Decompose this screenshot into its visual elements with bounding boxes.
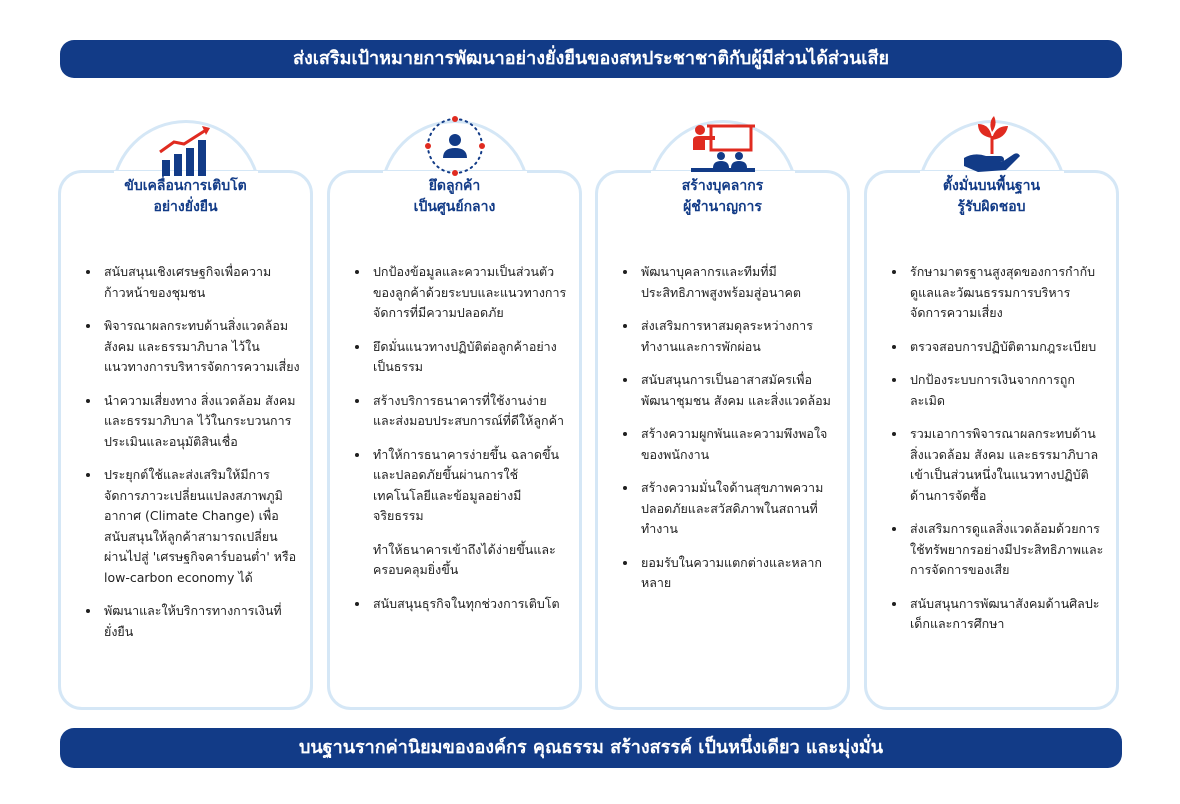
pillar-list xyxy=(84,262,300,655)
list-item: สร้างความมั่นใจด้านสุขภาพความปลอดภัยและสวัสดิภาพในสถานที่ทำงาน xyxy=(621,478,837,540)
list-item: รักษามาตรฐานสูงสุดของการกำกับดูแลและวัฒนธรรมการบริหารจัดการความเสี่ยง xyxy=(890,262,1106,324)
pillar-title: สร้างบุคลากร ผู้ชำนาญการ xyxy=(681,178,764,215)
list-item: นำความเสี่ยงทาง สิ่งแวดล้อม สังคม และธรรมาภิบาล ไว้ในกระบวนการประเมินและอนุมัติสินเชื่อ xyxy=(84,391,300,453)
list-item: พัฒนาบุคลากรและทีมที่มีประสิทธิภาพสูงพร้อมสู่อนาคต xyxy=(621,262,837,303)
list-item: ยอมรับในความแตกต่างและหลากหลาย xyxy=(621,553,837,594)
pillar-responsibility xyxy=(864,120,1119,710)
footer-text: บนฐานรากค่านิยมขององค์กร คุณธรรม สร้างสรรค์ เป็นหนึ่งเดียว และมุ่งมั่น xyxy=(298,737,884,758)
list-item: ยึดมั่นแนวทางปฏิบัติต่อลูกค้าอย่างเป็นธรรม xyxy=(353,337,569,378)
pillar-list xyxy=(621,262,837,607)
list-item: สนับสนุนการเป็นอาสาสมัครเพื่อพัฒนาชุมชน สังคม และสิ่งแวดล้อม xyxy=(621,370,837,411)
list-item: ตรวจสอบการปฏิบัติตามกฎระเบียบ xyxy=(890,337,1106,358)
header-banner xyxy=(60,40,1122,78)
growth-chart-icon xyxy=(150,124,222,184)
pillar-list xyxy=(890,262,1106,648)
list-item: พัฒนาและให้บริการทางการเงินที่ยั่งยืน xyxy=(84,601,300,642)
pillar-people xyxy=(595,120,850,710)
list-item: ปกป้องข้อมูลและความเป็นส่วนตัวของลูกค้าด้วยระบบและแนวทางการจัดการที่มีความปลอดภัย xyxy=(353,262,569,324)
pillar-title: ขับเคลื่อนการเติบโต อย่างยั่งยืน xyxy=(124,178,247,215)
pillar-growth xyxy=(58,120,313,710)
list-item: สร้างบริการธนาคารที่ใช้งานง่ายและส่งมอบประสบการณ์ที่ดีให้ลูกค้า xyxy=(353,391,569,432)
list-item: สร้างความผูกพันและความพึงพอใจของพนักงาน xyxy=(621,424,837,465)
pillar-list xyxy=(353,262,569,627)
list-item: ส่งเสริมการหาสมดุลระหว่างการทำงานและการพักผ่อน xyxy=(621,316,837,357)
list-item: สนับสนุนเชิงเศรษฐกิจเพื่อความก้าวหน้าของชุมชน xyxy=(84,262,300,303)
list-item: ปกป้องระบบการเงินจากการถูกละเมิด xyxy=(890,370,1106,411)
footer-banner xyxy=(60,728,1122,768)
list-item: สนับสนุนธุรกิจในทุกช่วงการเติบโต xyxy=(353,594,569,615)
pillar-title: ตั้งมั่นบนพื้นฐาน รู้รับผิดชอบ xyxy=(942,178,1041,215)
list-item: ทำให้ธนาคารเข้าถึงได้ง่ายขึ้นและครอบคลุมยิ่งขึ้น xyxy=(373,541,556,577)
training-presentation-icon xyxy=(687,116,759,176)
list-item: ประยุกต์ใช้และส่งเสริมให้มีการจัดการภาวะเปลี่ยนแปลงสภาพภูมิอากาศ (Climate Change) เพื่อสนับสนุนให้ลูกค้าสามารถเปลี่ยนผ่านไปสู่ 'เศรษฐกิจคาร์บอนต่ำ' หรือ low-carbon economy ได้ xyxy=(84,465,300,588)
list-item: ทำให้การธนาคารง่ายขึ้น ฉลาดขึ้น และปลอดภัยขึ้นผ่านการใช้เทคโนโลยีและข้อมูลอย่างมีจริยธรรม xyxy=(353,445,569,527)
customer-centric-icon xyxy=(419,110,491,170)
header-title: ส่งเสริมเป้าหมายการพัฒนาอย่างยั่งยืนของสหประชาชาติกับผู้มีส่วนได้ส่วนเสีย xyxy=(293,48,889,69)
list-item: รวมเอาการพิจารณาผลกระทบด้านสิ่งแวดล้อม สังคม และธรรมาภิบาลเข้าเป็นส่วนหนึ่งในแนวทางปฏิบัติด้านการจัดซื้อ xyxy=(890,424,1106,506)
pillar-customer xyxy=(327,120,582,710)
pillar-title: ยึดลูกค้า เป็นศูนย์กลาง xyxy=(413,178,496,215)
hand-plant-icon xyxy=(956,114,1028,174)
list-item: พิจารณาผลกระทบด้านสิ่งแวดล้อม สังคม และธรรมาภิบาล ไว้ในแนวทางการบริหารจัดการความเสี่ยง xyxy=(84,316,300,378)
list-item: สนับสนุนการพัฒนาสังคมด้านศิลปะ เด็กและการศึกษา xyxy=(890,594,1106,635)
list-item: ส่งเสริมการดูแลสิ่งแวดล้อมด้วยการใช้ทรัพยากรอย่างมีประสิทธิภาพและการจัดการของเสีย xyxy=(890,519,1106,581)
